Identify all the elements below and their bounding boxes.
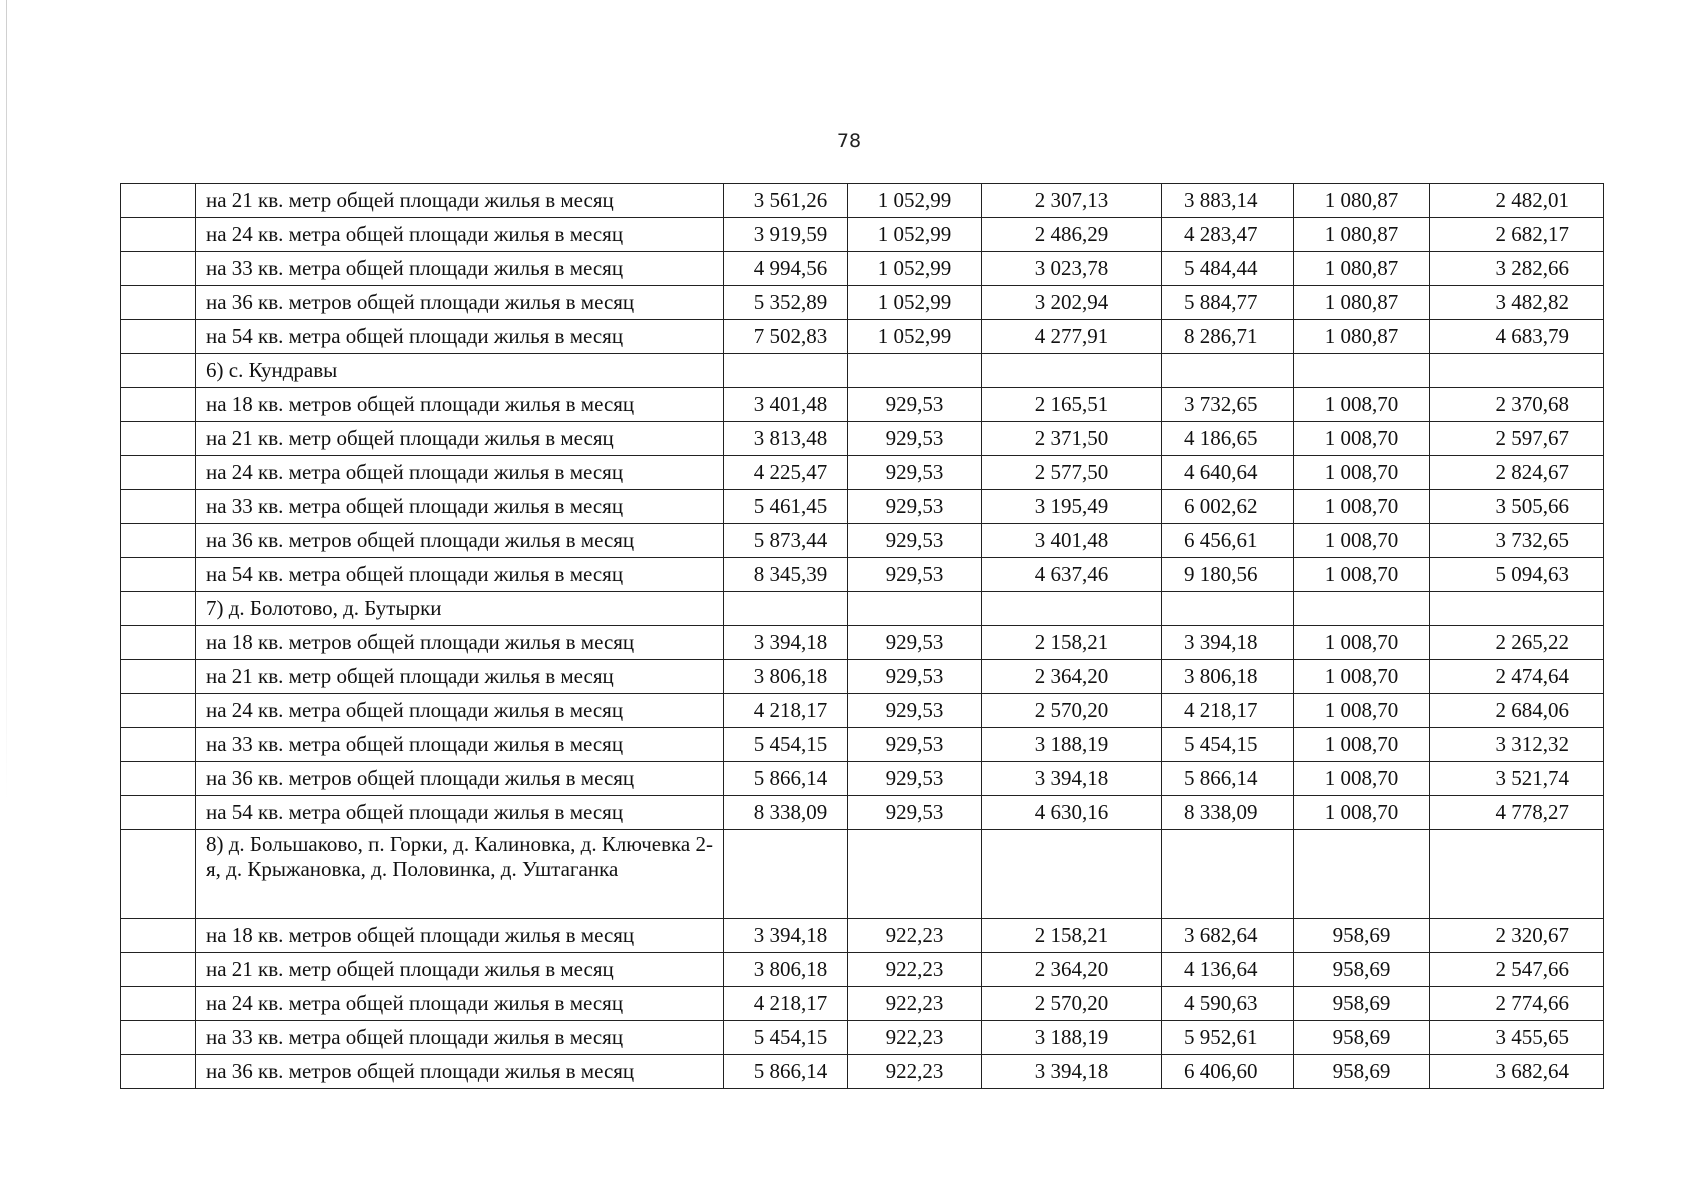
value-cell-2: 922,23 [848, 919, 982, 953]
value-cell-1: 7 502,83 [724, 320, 848, 354]
value-cell-1: 4 994,56 [724, 252, 848, 286]
index-cell [121, 184, 196, 218]
section-title-cell: 7) д. Болотово, д. Бутырки [196, 592, 724, 626]
value-cell-4: 3 883,14 [1162, 184, 1294, 218]
value-cell-4: 4 136,64 [1162, 953, 1294, 987]
value-cell-1: 5 454,15 [724, 1021, 848, 1055]
value-cell-1: 3 806,18 [724, 953, 848, 987]
table-row [121, 728, 1604, 762]
value-cell-3 [982, 830, 1162, 919]
index-cell [121, 953, 196, 987]
value-cell-6: 3 505,66 [1430, 490, 1604, 524]
value-cell-5: 1 008,70 [1294, 796, 1430, 830]
table-row [121, 286, 1604, 320]
value-cell-5: 1 008,70 [1294, 422, 1430, 456]
value-cell-1: 4 218,17 [724, 694, 848, 728]
value-cell-3: 2 570,20 [982, 694, 1162, 728]
value-cell-3: 4 277,91 [982, 320, 1162, 354]
value-cell-1 [724, 830, 848, 919]
table-row [121, 987, 1604, 1021]
page-number: 78 [836, 130, 862, 152]
value-cell-6: 2 265,22 [1430, 626, 1604, 660]
description-cell: на 21 кв. метр общей площади жилья в месяц [196, 953, 724, 987]
description-cell: на 33 кв. метра общей площади жилья в месяц [196, 1021, 724, 1055]
table-row [121, 626, 1604, 660]
value-cell-3: 3 188,19 [982, 1021, 1162, 1055]
value-cell-4: 6 456,61 [1162, 524, 1294, 558]
index-cell [121, 422, 196, 456]
index-cell [121, 252, 196, 286]
value-cell-6: 2 684,06 [1430, 694, 1604, 728]
table-row [121, 422, 1604, 456]
index-cell [121, 830, 196, 919]
value-cell-6: 3 312,32 [1430, 728, 1604, 762]
index-cell [121, 660, 196, 694]
value-cell-3: 3 401,48 [982, 524, 1162, 558]
value-cell-5: 1 080,87 [1294, 218, 1430, 252]
section-title-cell: 8) д. Большаково, п. Горки, д. Калиновка, д. Ключевка 2-я, д. Крыжановка, д. Половинка, д. Уштаганка [196, 830, 724, 919]
index-cell [121, 728, 196, 762]
table-row [121, 252, 1604, 286]
description-cell: на 21 кв. метр общей площади жилья в месяц [196, 422, 724, 456]
description-cell: на 54 кв. метра общей площади жилья в месяц [196, 558, 724, 592]
index-cell [121, 919, 196, 953]
value-cell-1: 5 866,14 [724, 762, 848, 796]
value-cell-6 [1430, 592, 1604, 626]
value-cell-1: 5 454,15 [724, 728, 848, 762]
value-cell-3: 2 158,21 [982, 919, 1162, 953]
value-cell-2: 929,53 [848, 660, 982, 694]
table-row [121, 388, 1604, 422]
value-cell-6: 2 597,67 [1430, 422, 1604, 456]
value-cell-3: 2 165,51 [982, 388, 1162, 422]
value-cell-6: 4 683,79 [1430, 320, 1604, 354]
table-row [121, 490, 1604, 524]
value-cell-2: 922,23 [848, 1055, 982, 1089]
value-cell-1 [724, 592, 848, 626]
value-cell-2: 929,53 [848, 626, 982, 660]
value-cell-3: 3 202,94 [982, 286, 1162, 320]
value-cell-2: 929,53 [848, 558, 982, 592]
value-cell-5: 1 008,70 [1294, 728, 1430, 762]
tariff-table [120, 183, 1604, 1089]
value-cell-4: 3 806,18 [1162, 660, 1294, 694]
value-cell-3: 4 630,16 [982, 796, 1162, 830]
value-cell-5: 1 008,70 [1294, 660, 1430, 694]
value-cell-6: 3 732,65 [1430, 524, 1604, 558]
value-cell-4: 8 286,71 [1162, 320, 1294, 354]
value-cell-1: 5 461,45 [724, 490, 848, 524]
value-cell-2: 1 052,99 [848, 320, 982, 354]
value-cell-2: 929,53 [848, 456, 982, 490]
value-cell-4 [1162, 592, 1294, 626]
table-row [121, 1021, 1604, 1055]
value-cell-4: 4 218,17 [1162, 694, 1294, 728]
index-cell [121, 592, 196, 626]
index-cell [121, 388, 196, 422]
value-cell-1: 5 352,89 [724, 286, 848, 320]
description-cell: на 36 кв. метров общей площади жилья в месяц [196, 286, 724, 320]
value-cell-2: 1 052,99 [848, 286, 982, 320]
description-cell: на 36 кв. метров общей площади жилья в месяц [196, 762, 724, 796]
value-cell-5: 958,69 [1294, 953, 1430, 987]
description-cell: на 36 кв. метров общей площади жилья в месяц [196, 1055, 724, 1089]
index-cell [121, 1021, 196, 1055]
value-cell-1: 3 394,18 [724, 626, 848, 660]
value-cell-5: 1 008,70 [1294, 388, 1430, 422]
value-cell-6: 2 370,68 [1430, 388, 1604, 422]
value-cell-2: 922,23 [848, 953, 982, 987]
description-cell: на 33 кв. метра общей площади жилья в месяц [196, 490, 724, 524]
value-cell-5 [1294, 354, 1430, 388]
index-cell [121, 796, 196, 830]
value-cell-5: 958,69 [1294, 1055, 1430, 1089]
value-cell-4: 5 454,15 [1162, 728, 1294, 762]
value-cell-4: 8 338,09 [1162, 796, 1294, 830]
value-cell-3: 3 023,78 [982, 252, 1162, 286]
value-cell-2: 929,53 [848, 388, 982, 422]
value-cell-2: 1 052,99 [848, 184, 982, 218]
table-row [121, 320, 1604, 354]
value-cell-3: 3 195,49 [982, 490, 1162, 524]
value-cell-6: 3 482,82 [1430, 286, 1604, 320]
table-row [121, 953, 1604, 987]
value-cell-4: 5 484,44 [1162, 252, 1294, 286]
value-cell-1: 3 919,59 [724, 218, 848, 252]
value-cell-5: 958,69 [1294, 987, 1430, 1021]
value-cell-6: 2 320,67 [1430, 919, 1604, 953]
value-cell-3: 4 637,46 [982, 558, 1162, 592]
index-cell [121, 286, 196, 320]
value-cell-3: 3 188,19 [982, 728, 1162, 762]
value-cell-4: 6 406,60 [1162, 1055, 1294, 1089]
value-cell-5 [1294, 830, 1430, 919]
index-cell [121, 762, 196, 796]
index-cell [121, 626, 196, 660]
value-cell-5: 1 008,70 [1294, 694, 1430, 728]
value-cell-4: 4 640,64 [1162, 456, 1294, 490]
description-cell: на 18 кв. метров общей площади жилья в месяц [196, 388, 724, 422]
value-cell-3 [982, 354, 1162, 388]
value-cell-6 [1430, 830, 1604, 919]
value-cell-3: 2 307,13 [982, 184, 1162, 218]
description-cell: на 24 кв. метра общей площади жилья в месяц [196, 456, 724, 490]
scan-edge-line [6, 0, 7, 800]
value-cell-2: 929,53 [848, 694, 982, 728]
value-cell-2: 929,53 [848, 490, 982, 524]
table-row [121, 184, 1604, 218]
value-cell-3: 2 364,20 [982, 953, 1162, 987]
value-cell-4 [1162, 830, 1294, 919]
value-cell-4: 9 180,56 [1162, 558, 1294, 592]
value-cell-5: 1 008,70 [1294, 762, 1430, 796]
value-cell-5: 1 008,70 [1294, 524, 1430, 558]
value-cell-1: 5 866,14 [724, 1055, 848, 1089]
value-cell-3: 3 394,18 [982, 1055, 1162, 1089]
value-cell-1: 3 394,18 [724, 919, 848, 953]
value-cell-1: 8 345,39 [724, 558, 848, 592]
value-cell-5: 1 008,70 [1294, 456, 1430, 490]
index-cell [121, 987, 196, 1021]
description-cell: на 24 кв. метра общей площади жилья в месяц [196, 987, 724, 1021]
value-cell-5: 1 080,87 [1294, 320, 1430, 354]
description-cell: на 33 кв. метра общей площади жилья в месяц [196, 252, 724, 286]
table-row [121, 694, 1604, 728]
value-cell-6 [1430, 354, 1604, 388]
value-cell-6: 2 547,66 [1430, 953, 1604, 987]
value-cell-2: 929,53 [848, 422, 982, 456]
value-cell-3 [982, 592, 1162, 626]
section-row [121, 830, 1604, 919]
description-cell: на 21 кв. метр общей площади жилья в месяц [196, 184, 724, 218]
table-row [121, 919, 1604, 953]
index-cell [121, 694, 196, 728]
value-cell-5: 1 008,70 [1294, 558, 1430, 592]
value-cell-4: 5 884,77 [1162, 286, 1294, 320]
table-row [121, 558, 1604, 592]
table-row [121, 762, 1604, 796]
value-cell-5: 1 080,87 [1294, 286, 1430, 320]
index-cell [121, 354, 196, 388]
description-cell: на 18 кв. метров общей площади жилья в месяц [196, 919, 724, 953]
table-row [121, 218, 1604, 252]
index-cell [121, 490, 196, 524]
value-cell-1: 3 561,26 [724, 184, 848, 218]
value-cell-1: 4 225,47 [724, 456, 848, 490]
index-cell [121, 524, 196, 558]
value-cell-3: 3 394,18 [982, 762, 1162, 796]
value-cell-4: 3 394,18 [1162, 626, 1294, 660]
value-cell-5: 1 008,70 [1294, 626, 1430, 660]
description-cell: на 36 кв. метров общей площади жилья в месяц [196, 524, 724, 558]
value-cell-1: 5 873,44 [724, 524, 848, 558]
value-cell-2: 922,23 [848, 987, 982, 1021]
table-row [121, 524, 1604, 558]
value-cell-1 [724, 354, 848, 388]
value-cell-5 [1294, 592, 1430, 626]
value-cell-3: 2 364,20 [982, 660, 1162, 694]
value-cell-2: 929,53 [848, 524, 982, 558]
value-cell-3: 2 371,50 [982, 422, 1162, 456]
table-row [121, 1055, 1604, 1089]
value-cell-2: 1 052,99 [848, 252, 982, 286]
value-cell-2: 929,53 [848, 796, 982, 830]
value-cell-1: 4 218,17 [724, 987, 848, 1021]
value-cell-6: 2 474,64 [1430, 660, 1604, 694]
value-cell-5: 1 008,70 [1294, 490, 1430, 524]
table-row [121, 796, 1604, 830]
value-cell-5: 958,69 [1294, 1021, 1430, 1055]
value-cell-3: 2 158,21 [982, 626, 1162, 660]
value-cell-1: 3 813,48 [724, 422, 848, 456]
index-cell [121, 218, 196, 252]
value-cell-4: 5 952,61 [1162, 1021, 1294, 1055]
value-cell-5: 1 080,87 [1294, 252, 1430, 286]
value-cell-5: 1 080,87 [1294, 184, 1430, 218]
value-cell-2: 929,53 [848, 728, 982, 762]
value-cell-4: 4 590,63 [1162, 987, 1294, 1021]
table-row [121, 660, 1604, 694]
value-cell-6: 3 282,66 [1430, 252, 1604, 286]
section-row [121, 592, 1604, 626]
value-cell-6: 3 455,65 [1430, 1021, 1604, 1055]
description-cell: на 54 кв. метра общей площади жилья в месяц [196, 796, 724, 830]
index-cell [121, 456, 196, 490]
value-cell-6: 5 094,63 [1430, 558, 1604, 592]
description-cell: на 24 кв. метра общей площади жилья в месяц [196, 218, 724, 252]
value-cell-3: 2 570,20 [982, 987, 1162, 1021]
description-cell: на 24 кв. метра общей площади жилья в месяц [196, 694, 724, 728]
value-cell-4: 4 186,65 [1162, 422, 1294, 456]
description-cell: на 18 кв. метров общей площади жилья в месяц [196, 626, 724, 660]
value-cell-6: 4 778,27 [1430, 796, 1604, 830]
description-cell: на 54 кв. метра общей площади жилья в месяц [196, 320, 724, 354]
section-title-cell: 6) с. Кундравы [196, 354, 724, 388]
value-cell-2 [848, 354, 982, 388]
tariff-table-body [121, 184, 1604, 1089]
value-cell-6: 2 774,66 [1430, 987, 1604, 1021]
value-cell-2: 1 052,99 [848, 218, 982, 252]
value-cell-4: 4 283,47 [1162, 218, 1294, 252]
value-cell-6: 3 521,74 [1430, 762, 1604, 796]
section-row [121, 354, 1604, 388]
value-cell-4: 3 682,64 [1162, 919, 1294, 953]
value-cell-4: 3 732,65 [1162, 388, 1294, 422]
value-cell-5: 958,69 [1294, 919, 1430, 953]
value-cell-2: 922,23 [848, 1021, 982, 1055]
value-cell-1: 3 806,18 [724, 660, 848, 694]
value-cell-2 [848, 592, 982, 626]
value-cell-6: 2 824,67 [1430, 456, 1604, 490]
value-cell-4: 5 866,14 [1162, 762, 1294, 796]
value-cell-3: 2 577,50 [982, 456, 1162, 490]
value-cell-1: 3 401,48 [724, 388, 848, 422]
value-cell-2 [848, 830, 982, 919]
value-cell-4: 6 002,62 [1162, 490, 1294, 524]
index-cell [121, 558, 196, 592]
table-row [121, 456, 1604, 490]
value-cell-2: 929,53 [848, 762, 982, 796]
index-cell [121, 1055, 196, 1089]
description-cell: на 33 кв. метра общей площади жилья в месяц [196, 728, 724, 762]
value-cell-6: 3 682,64 [1430, 1055, 1604, 1089]
value-cell-3: 2 486,29 [982, 218, 1162, 252]
value-cell-6: 2 682,17 [1430, 218, 1604, 252]
value-cell-1: 8 338,09 [724, 796, 848, 830]
description-cell: на 21 кв. метр общей площади жилья в месяц [196, 660, 724, 694]
value-cell-4 [1162, 354, 1294, 388]
value-cell-6: 2 482,01 [1430, 184, 1604, 218]
index-cell [121, 320, 196, 354]
